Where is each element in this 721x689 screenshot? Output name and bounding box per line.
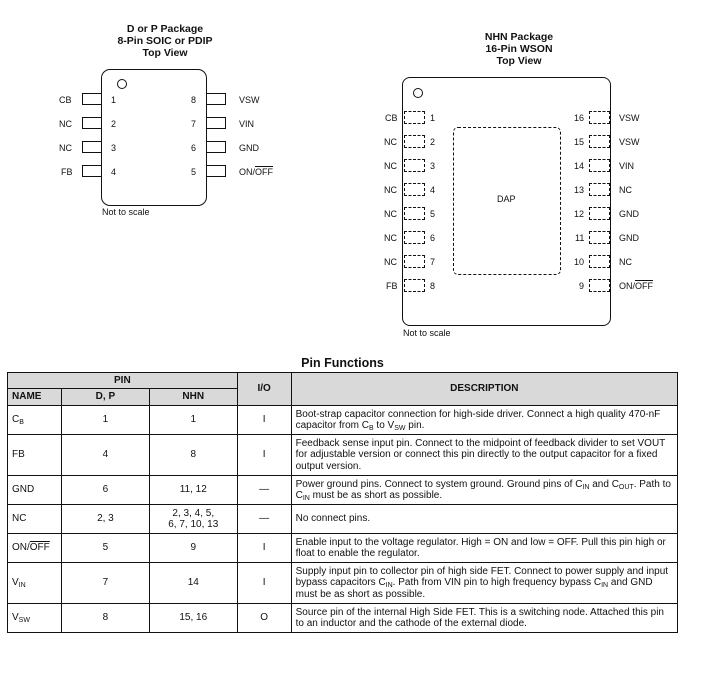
pin-name-main: C: [12, 414, 20, 426]
soic-pin-3-number: 3: [111, 143, 117, 153]
desc-subscript: B: [368, 425, 374, 432]
pin-name-cell: [8, 534, 62, 563]
soic-pin-1-pad: [82, 93, 102, 105]
desc-text: Supply input pin to collector pin of high side FET. Connect to power supply and input bypass capacitors C: [295, 565, 669, 589]
desc-text: . Path to C: [295, 478, 671, 501]
pin-name-main: V: [12, 612, 19, 624]
soic-pin-2-pad: [82, 117, 102, 129]
wson-pin-11-pad: [589, 231, 610, 244]
nhn-pin-line: 2, 3, 4, 5,: [172, 507, 215, 519]
wson-pin-7-pad: [404, 255, 425, 268]
wson-pin-1-name: CB: [385, 113, 398, 123]
table-header-row-1: [8, 373, 678, 389]
soic-pin-7-name: VIN: [239, 119, 255, 129]
wson-pin-15-pad: [589, 135, 610, 148]
wson-pin-4-name: NC: [384, 185, 397, 195]
io-cell: I: [237, 563, 291, 604]
io-header: I/O: [237, 373, 291, 406]
wson-pin-5-pad: [404, 207, 425, 220]
wson-pin-2-name: NC: [384, 137, 397, 147]
pin-name-prefix: ON/: [12, 542, 30, 554]
soic-package-body: [101, 69, 207, 206]
desc-text: and C: [589, 478, 619, 490]
desc-text: pin.: [405, 420, 425, 431]
soic-pin-3-pad: [82, 141, 102, 153]
soic-pin-4-number: 4: [111, 167, 117, 177]
soic-pin-5-name: [239, 167, 273, 177]
pin-name-overline: $\overline{OFF}$: [29, 542, 50, 554]
description-cell: [291, 563, 677, 604]
nhn-pin-cell: 14: [149, 563, 237, 604]
wson-pin-6-pad: [404, 231, 425, 244]
soic-pin-7-pad: [206, 117, 226, 129]
dp-pin-cell: 1: [61, 406, 149, 435]
desc-subscript: IN: [582, 483, 590, 491]
desc-subscript: IN: [302, 495, 310, 502]
table-row: [8, 604, 678, 633]
soic-pin-6-name: GND: [239, 143, 259, 153]
dap-label: DAP: [497, 194, 516, 204]
desc-subscript: IN: [601, 582, 609, 590]
wson-pin-7-name: NC: [384, 257, 397, 267]
dp-pin-cell: 6: [61, 476, 149, 505]
table-row: [8, 534, 678, 563]
soic-pin-1-number: 1: [111, 95, 117, 105]
wson-pin-9-name-overline: $\overline{OFF}$: [635, 281, 654, 291]
wson-pin-9-number: 9: [579, 281, 585, 291]
nhn-pin-cell: 1: [149, 406, 237, 435]
wson-pin-13-name: NC: [619, 185, 632, 195]
dp-pin-cell: 4: [61, 435, 149, 476]
soic-pin-1-name: CB: [59, 95, 72, 105]
pin-name-cell: [8, 604, 62, 633]
soic-title-line-3: Top View: [142, 47, 188, 59]
desc-text: Power ground pins. Connect to system ground. Ground pins of C: [295, 478, 583, 490]
pin-group-header: PIN: [8, 373, 238, 389]
pin-name-cell: [8, 406, 62, 435]
desc-text: Boot-strap capacitor connection for high-side driver. Connect a high quality 470-nF capacitor from C: [295, 408, 661, 431]
pin-name-subscript: B: [19, 419, 24, 427]
pin-name-cell: GND: [8, 476, 62, 505]
dp-pin-cell: 7: [61, 563, 149, 604]
wson-pin-13-pad: [589, 183, 610, 196]
wson-pin-16-pad: [589, 111, 610, 124]
desc-text: and GND must be as short as possible.: [295, 577, 653, 600]
dp-pin-cell: 8: [61, 604, 149, 633]
io-cell: —: [237, 505, 291, 534]
wson-pin-1-number: 1: [430, 113, 436, 123]
wson-pin-14-number: 14: [574, 161, 585, 171]
io-cell: —: [237, 476, 291, 505]
name-header: NAME: [8, 389, 62, 406]
desc-text: must be as short as possible.: [309, 490, 443, 501]
pin-name-cell: [8, 563, 62, 604]
description-header: DESCRIPTION: [291, 373, 677, 406]
description-cell: Enable input to the voltage regulator. High = ON and low = OFF. Pull this pin high or float to enable the regulator.: [291, 534, 677, 563]
wson-pin-12-number: 12: [574, 209, 585, 219]
wson-pin-1-pad: [404, 111, 425, 124]
nhn-pin-cell: 9: [149, 534, 237, 563]
wson-pin-11-number: 11: [575, 233, 585, 243]
wson-pin-3-number: 3: [430, 161, 436, 171]
io-cell: I: [237, 406, 291, 435]
desc-subscript: OUT: [618, 483, 634, 491]
nhn-pin-cell: 8: [149, 435, 237, 476]
wson-pin-5-name: NC: [384, 209, 397, 219]
wson-pin-12-name: GND: [619, 209, 639, 219]
dp-pin-cell: 2, 3: [61, 505, 149, 534]
desc-text: . Path from VIN pin to high frequency bypass C: [392, 577, 602, 589]
soic-pin-4-pad: [82, 165, 102, 177]
description-cell: Feedback sense input pin. Connect to the midpoint of feedback divider to set VOUT for adjustable version or connect this pin directly to the output capacitor for a fixed output version.: [291, 435, 677, 476]
table-row: [8, 406, 678, 435]
wson-pin-10-name: NC: [619, 257, 632, 267]
wson-not-to-scale-note: Not to scale: [403, 328, 451, 338]
pin-functions-table: [7, 372, 678, 633]
dp-pin-cell: 5: [61, 534, 149, 563]
wson-pin-16-number: 16: [574, 113, 585, 123]
soic-pin-6-number: 6: [191, 143, 197, 153]
soic-pin-5-name-prefix: ON/: [239, 167, 256, 177]
soic-title-line-1: D or P Package: [126, 23, 204, 35]
desc-subscript: SW: [394, 425, 406, 432]
nhn-pin-cell: 15, 16: [149, 604, 237, 633]
soic-pin-2-name: NC: [59, 119, 72, 129]
wson-pin-4-number: 4: [430, 185, 436, 195]
nhn-pin-cell: 11, 12: [149, 476, 237, 505]
soic-pin-8-name: VSW: [239, 95, 260, 105]
pin-name-cell: NC: [8, 505, 62, 534]
soic-pin-5-number: 5: [191, 167, 197, 177]
soic-pin-4-name: FB: [61, 167, 73, 177]
nhn-pin-cell: [149, 505, 237, 534]
wson-pin-9-pad: [589, 279, 610, 292]
soic-not-to-scale-note: Not to scale: [102, 207, 150, 217]
nhn-header: NHN: [149, 389, 237, 406]
wson-pin-14-pad: [589, 159, 610, 172]
wson-pin-7-number: 7: [430, 257, 436, 267]
wson-title-line-1: NHN Package: [484, 31, 554, 43]
soic-pin-8-number: 8: [191, 95, 197, 105]
io-cell: I: [237, 534, 291, 563]
pin-name-cell: FB: [8, 435, 62, 476]
wson-pin-6-number: 6: [430, 233, 436, 243]
description-cell: No connect pins.: [291, 505, 677, 534]
wson-title-line-2: 16-Pin WSON: [485, 43, 553, 55]
wson-pin-8-pad: [404, 279, 425, 292]
pin-functions-title: Pin Functions: [301, 356, 384, 370]
desc-text: to V: [373, 420, 395, 431]
pin1-marker-icon: [117, 79, 127, 89]
pin-name-subscript: SW: [18, 617, 30, 625]
desc-subscript: IN: [385, 582, 393, 590]
wson-pin-6-name: NC: [384, 233, 397, 243]
wson-pin-11-name: GND: [619, 233, 639, 243]
description-cell: Source pin of the internal High Side FET. This is a switching node. Attached this pin to an inductor and the cathode of the external diode.: [291, 604, 677, 633]
pin-name-main: V: [12, 577, 19, 589]
pin-name-subscript: IN: [18, 582, 26, 590]
soic-pin-7-number: 7: [191, 119, 197, 129]
io-cell: O: [237, 604, 291, 633]
pin1-marker-icon: [413, 88, 423, 98]
table-row: [8, 505, 678, 534]
wson-title-line-3: Top View: [496, 55, 542, 67]
wson-pin-8-number: 8: [430, 281, 436, 291]
table-row: [8, 476, 678, 505]
io-cell: I: [237, 435, 291, 476]
wson-pin-3-pad: [404, 159, 425, 172]
wson-pin-10-pad: [589, 255, 610, 268]
soic-pin-5-name-overline: $\overline{OFF}$: [255, 167, 274, 177]
soic-pin-3-name: NC: [59, 143, 72, 153]
description-cell: [291, 406, 677, 435]
wson-pin-8-name: FB: [386, 281, 398, 291]
wson-pin-12-pad: [589, 207, 610, 220]
table-row: [8, 435, 678, 476]
wson-pin-2-number: 2: [430, 137, 436, 147]
wson-pin-3-name: NC: [384, 161, 397, 171]
wson-pin-10-number: 10: [574, 257, 585, 267]
wson-pin-14-name: VIN: [619, 161, 635, 171]
soic-pin-2-number: 2: [111, 119, 117, 129]
nhn-pin-line: 6, 7, 10, 13: [168, 519, 219, 530]
wson-pin-9-name: [619, 281, 653, 291]
wson-pin-2-pad: [404, 135, 425, 148]
description-cell: [291, 476, 677, 505]
wson-pin-15-number: 15: [574, 137, 585, 147]
wson-pin-15-name: VSW: [619, 137, 640, 147]
soic-package-title: [90, 23, 240, 59]
wson-pin-5-number: 5: [430, 209, 436, 219]
table-row: [8, 563, 678, 604]
dp-header: D, P: [61, 389, 149, 406]
soic-pin-8-pad: [206, 93, 226, 105]
wson-package-title: [444, 31, 594, 67]
soic-pin-6-pad: [206, 141, 226, 153]
soic-title-line-2: 8-Pin SOIC or PDIP: [117, 35, 213, 47]
wson-pin-16-name: VSW: [619, 113, 640, 123]
wson-pin-4-pad: [404, 183, 425, 196]
soic-pin-5-pad: [206, 165, 226, 177]
wson-pin-13-number: 13: [574, 185, 585, 195]
wson-pin-9-name-prefix: ON/: [619, 281, 636, 291]
